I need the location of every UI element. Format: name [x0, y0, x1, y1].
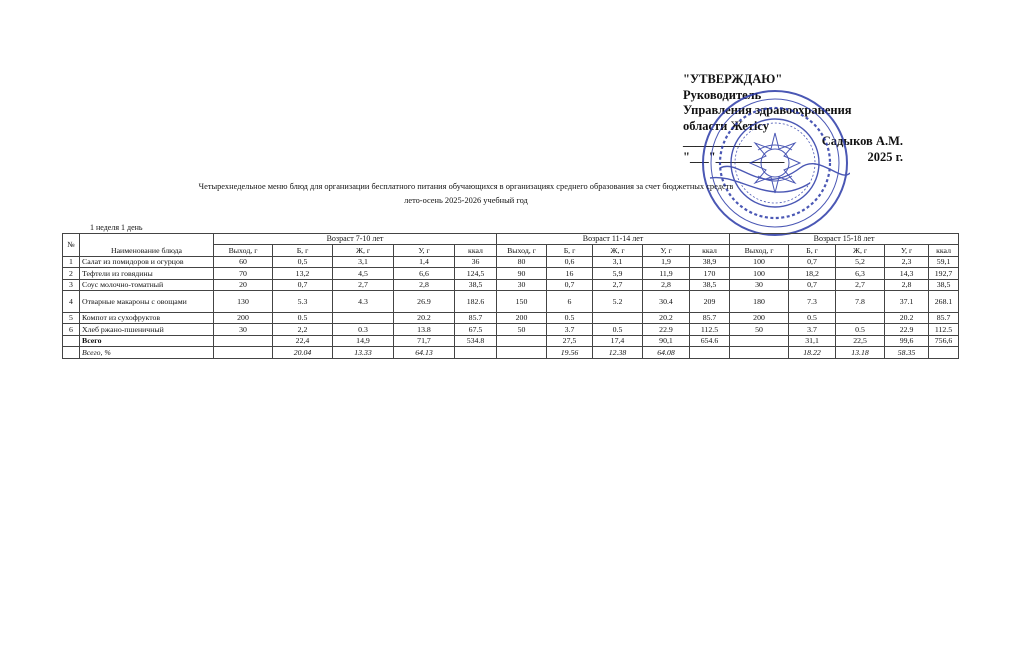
nutrition-cell: 200	[730, 312, 789, 323]
dish-name: Соус молочно-томатный	[80, 279, 214, 290]
percent-row	[63, 347, 959, 358]
percent-cell	[730, 347, 789, 358]
table-row	[63, 268, 959, 279]
week-day-label: 1 неделя 1 день	[90, 223, 143, 232]
row-number: 3	[63, 279, 80, 290]
nutrition-cell: 20.2	[885, 312, 929, 323]
nutrition-cell: 30.4	[643, 290, 690, 312]
percent-cell	[214, 347, 273, 358]
document-title	[0, 180, 932, 208]
nutrition-cell: 124,5	[455, 268, 497, 279]
table-row	[63, 290, 959, 312]
nutrition-cell: 38,5	[690, 279, 730, 290]
date-blank: "___"___________	[683, 149, 785, 164]
nutrition-cell: 85.7	[929, 312, 959, 323]
row-number: 1	[63, 256, 80, 267]
total-cell: 27,5	[547, 335, 593, 346]
percent-cell: 20.04	[273, 347, 333, 358]
title-line-1: Четырехнедельное меню блюд для организации бесплатного питания обучающихся в организациях среднего образования за счет бюджетных средств	[198, 182, 734, 191]
nutrition-cell: 67.5	[455, 324, 497, 335]
nutrition-cell: 0,5	[273, 256, 333, 267]
percent-cell	[690, 347, 730, 358]
table-row	[63, 279, 959, 290]
nutrition-cell: 5,2	[836, 256, 885, 267]
row-number: 4	[63, 290, 80, 312]
percent-cell	[929, 347, 959, 358]
nutrition-cell: 0.5	[273, 312, 333, 323]
nutrition-cell	[333, 312, 394, 323]
menu-table-body	[63, 256, 959, 358]
nutrition-cell: 16	[547, 268, 593, 279]
nutrition-cell: 37.1	[885, 290, 929, 312]
row-number: 5	[63, 312, 80, 323]
total-label: Всего	[80, 335, 214, 346]
header-dish-name: Наименование блюда	[80, 245, 214, 256]
total-cell: 756,6	[929, 335, 959, 346]
age-header-row	[63, 234, 959, 245]
nutrition-cell: 200	[214, 312, 273, 323]
nutrition-cell: 2,3	[885, 256, 929, 267]
table-row	[63, 312, 959, 323]
nutrition-cell: 90	[497, 268, 547, 279]
subheader-cell: У, г	[394, 245, 455, 256]
nutrition-cell: 13.8	[394, 324, 455, 335]
nutrition-cell: 50	[497, 324, 547, 335]
nutrition-cell: 11,9	[643, 268, 690, 279]
subheader-cell: Б, г	[547, 245, 593, 256]
total-cell: 71,7	[394, 335, 455, 346]
nutrition-cell: 60	[214, 256, 273, 267]
header-number: №	[63, 234, 80, 257]
subheader-cell: Выход, г	[497, 245, 547, 256]
row-number-empty	[63, 335, 80, 346]
nutrition-cell: 4.3	[333, 290, 394, 312]
nutrition-cell: 38,5	[455, 279, 497, 290]
nutrition-cell: 70	[214, 268, 273, 279]
nutrition-cell: 20.2	[394, 312, 455, 323]
nutrition-cell: 2,7	[836, 279, 885, 290]
menu-table	[62, 233, 959, 359]
nutrition-cell: 30	[214, 324, 273, 335]
subheader-cell: Ж, г	[593, 245, 643, 256]
nutrition-cell	[836, 312, 885, 323]
nutrition-cell: 6,6	[394, 268, 455, 279]
nutrition-cell: 0.5	[836, 324, 885, 335]
nutrition-cell: 3.7	[547, 324, 593, 335]
nutrition-cell: 50	[730, 324, 789, 335]
nutrition-cell: 7.8	[836, 290, 885, 312]
nutrition-cell: 14,3	[885, 268, 929, 279]
total-cell: 654.6	[690, 335, 730, 346]
nutrition-cell: 200	[497, 312, 547, 323]
table-row	[63, 324, 959, 335]
dish-name: Тефтели из говядины	[80, 268, 214, 279]
percent-cell: 58.35	[885, 347, 929, 358]
subheader-cell: У, г	[885, 245, 929, 256]
dish-name: Компот из сухофруктов	[80, 312, 214, 323]
dish-name: Салат из помидоров и огурцов	[80, 256, 214, 267]
dish-name: Хлеб ржано-пшеничный	[80, 324, 214, 335]
row-number: 2	[63, 268, 80, 279]
nutrition-cell: 112.5	[690, 324, 730, 335]
nutrition-cell: 85.7	[690, 312, 730, 323]
approval-position-line: Руководитель	[683, 87, 762, 102]
nutrition-cell: 36	[455, 256, 497, 267]
nutrition-cell: 2,8	[885, 279, 929, 290]
approval-region-line: области Жетісу	[683, 118, 769, 133]
nutrition-cell: 80	[497, 256, 547, 267]
nutrition-cell: 85.7	[455, 312, 497, 323]
subheader-cell: ккал	[455, 245, 497, 256]
subheader-cell: Выход, г	[214, 245, 273, 256]
nutrition-cell: 0.5	[593, 324, 643, 335]
age-group-11-14: Возраст 11-14 лет	[497, 234, 730, 245]
nutrition-cell: 192,7	[929, 268, 959, 279]
subheader-cell: Ж, г	[333, 245, 394, 256]
nutrition-cell: 3.7	[789, 324, 836, 335]
official-seal-stamp	[700, 88, 850, 238]
total-cell: 534.8	[455, 335, 497, 346]
nutrition-cell: 2,7	[333, 279, 394, 290]
nutrition-cell: 22.9	[885, 324, 929, 335]
nutrition-cell: 4,5	[333, 268, 394, 279]
nutrition-cell: 150	[497, 290, 547, 312]
nutrition-cell: 20	[214, 279, 273, 290]
total-cell: 99,6	[885, 335, 929, 346]
nutrition-cell: 2,8	[643, 279, 690, 290]
nutrition-cell: 0.5	[547, 312, 593, 323]
nutrition-cell: 2,7	[593, 279, 643, 290]
nutrition-cell	[593, 312, 643, 323]
approval-signer: Садыков А.М.	[821, 134, 903, 149]
age-group-15-18: Возраст 15-18 лет	[730, 234, 959, 245]
nutrition-cell: 1,4	[394, 256, 455, 267]
percent-label: Всего, %	[80, 347, 214, 358]
nutrition-cell: 180	[730, 290, 789, 312]
total-cell: 31,1	[789, 335, 836, 346]
nutrition-cell: 209	[690, 290, 730, 312]
total-cell: 14,9	[333, 335, 394, 346]
nutrition-cell: 130	[214, 290, 273, 312]
nutrition-cell: 2,2	[273, 324, 333, 335]
nutrition-cell: 6,3	[836, 268, 885, 279]
total-cell: 90,1	[643, 335, 690, 346]
nutrition-cell: 30	[497, 279, 547, 290]
subheader-cell: Выход, г	[730, 245, 789, 256]
nutrition-cell: 5.2	[593, 290, 643, 312]
nutrition-cell: 5.3	[273, 290, 333, 312]
nutrition-cell: 38,5	[929, 279, 959, 290]
nutrition-cell: 6	[547, 290, 593, 312]
nutrition-cell: 18,2	[789, 268, 836, 279]
nutrition-cell: 3,1	[593, 256, 643, 267]
percent-cell: 64.08	[643, 347, 690, 358]
total-row	[63, 335, 959, 346]
percent-cell: 18.22	[789, 347, 836, 358]
total-cell	[497, 335, 547, 346]
nutrition-cell: 100	[730, 268, 789, 279]
percent-cell: 12.38	[593, 347, 643, 358]
nutrition-cell: 5,9	[593, 268, 643, 279]
nutrition-cell: 3,1	[333, 256, 394, 267]
percent-cell: 13.18	[836, 347, 885, 358]
nutrition-cell: 13,2	[273, 268, 333, 279]
approval-year: 2025 г.	[867, 149, 903, 164]
nutrition-cell: 2,8	[394, 279, 455, 290]
nutrition-cell: 59,1	[929, 256, 959, 267]
header-name-spacer	[80, 234, 214, 245]
total-cell: 22,5	[836, 335, 885, 346]
subheader-cell: ккал	[690, 245, 730, 256]
subheader-cell: У, г	[643, 245, 690, 256]
percent-cell	[455, 347, 497, 358]
nutrition-cell: 22.9	[643, 324, 690, 335]
row-number: 6	[63, 324, 80, 335]
total-cell	[730, 335, 789, 346]
nutrition-cell: 0,7	[789, 279, 836, 290]
nutrition-cell: 100	[730, 256, 789, 267]
percent-cell	[497, 347, 547, 358]
nutrition-cell: 0.5	[789, 312, 836, 323]
nutrition-cell: 0,7	[789, 256, 836, 267]
approval-heading: "УТВЕРЖДАЮ"	[683, 72, 783, 86]
row-number-empty	[63, 347, 80, 358]
total-cell: 22,4	[273, 335, 333, 346]
table-row	[63, 256, 959, 267]
dish-name: Отварные макароны с овощами	[80, 290, 214, 312]
nutrition-cell: 30	[730, 279, 789, 290]
nutrition-cell: 170	[690, 268, 730, 279]
nutrition-cell: 7.3	[789, 290, 836, 312]
nutrition-cell: 268.1	[929, 290, 959, 312]
percent-cell: 19.56	[547, 347, 593, 358]
nutrition-cell: 0.3	[333, 324, 394, 335]
age-group-7-10: Возраст 7-10 лет	[214, 234, 497, 245]
nutrition-cell: 20.2	[643, 312, 690, 323]
subheader-cell: Ж, г	[836, 245, 885, 256]
subheader-cell: Б, г	[789, 245, 836, 256]
title-line-2: лето-осень 2025-2026 учебный год	[404, 196, 528, 205]
percent-cell: 64.13	[394, 347, 455, 358]
nutrition-cell: 0,6	[547, 256, 593, 267]
percent-cell: 13.33	[333, 347, 394, 358]
signature-blank: ___________	[683, 134, 752, 149]
total-cell	[214, 335, 273, 346]
subheader-cell: Б, г	[273, 245, 333, 256]
nutrition-cell: 182.6	[455, 290, 497, 312]
total-cell: 17,4	[593, 335, 643, 346]
subheader-cell: ккал	[929, 245, 959, 256]
nutrition-cell: 0,7	[273, 279, 333, 290]
nutrition-cell: 38,9	[690, 256, 730, 267]
subheader-row	[63, 245, 959, 256]
nutrition-cell: 26.9	[394, 290, 455, 312]
nutrition-cell: 0,7	[547, 279, 593, 290]
approval-department-line: Управления здравоохранения	[683, 103, 852, 118]
nutrition-cell: 1,9	[643, 256, 690, 267]
nutrition-cell: 112.5	[929, 324, 959, 335]
